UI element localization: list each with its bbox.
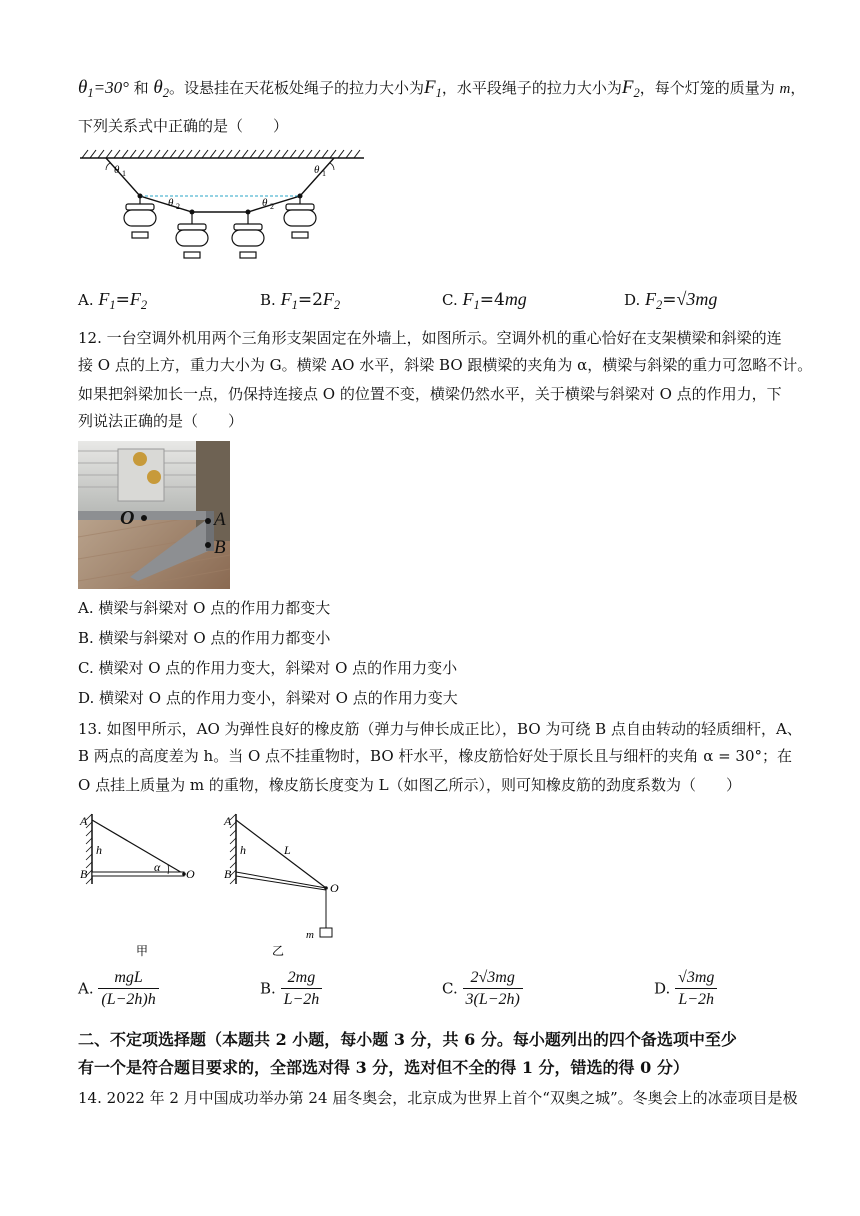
q12-line3: 如果把斜梁加长一点，仍保持连接点 O 的位置不变，横梁仍然水平，关于横梁与斜梁对 O 点的作用力，下 xyxy=(78,385,782,403)
section2-heading-line1: 二、不定项选择题（本题共 2 小题，每小题 3 分，共 6 分。每小题列出的四个备选项中至少 xyxy=(78,1030,737,1049)
f1-symbol: F xyxy=(424,77,436,98)
option-expr: F xyxy=(129,289,141,309)
figure-yi xyxy=(220,808,350,958)
q11-option-d xyxy=(624,289,717,313)
q12-line1: 12. 一台空调外机用两个三角形支架固定在外墙上，如图所示。空调外机的重心恰好在支架横梁和斜梁的连 xyxy=(78,329,782,347)
theta1-symbol: θ xyxy=(78,77,88,98)
q11-text-c: ，每个灯笼的质量为 xyxy=(639,79,780,97)
jia-label-o: O xyxy=(186,867,195,881)
q11-option-a xyxy=(78,289,147,313)
fraction-denominator: L−2h xyxy=(283,991,320,1008)
q13-option-d xyxy=(654,968,717,1011)
option-expr: mg xyxy=(504,289,527,309)
q12-option-a: A. 横梁与斜梁对 O 点的作用力都变大 xyxy=(78,599,331,617)
q12-option-c: C. 横梁对 O 点的作用力变大，斜梁对 O 点的作用力变小 xyxy=(78,659,458,677)
and-text: 和 xyxy=(128,79,154,97)
q13-option-a xyxy=(78,968,159,1011)
option-sub: 2 xyxy=(333,298,341,312)
option-op: =2 xyxy=(297,290,323,310)
fig-theta1-left: θ xyxy=(114,164,120,176)
section2-heading-line2: 有一个是符合题目要求的，全部选对得 3 分，选对但不全的得 1 分，错选的得 0 分） xyxy=(78,1058,689,1077)
q13-line1: 13. 如图甲所示，AO 为弹性良好的橡皮筋（弹力与伸长成正比），BO 为可绕 B 点自由转动的轻质细杆，A、 xyxy=(78,720,802,738)
fraction-numerator: √3mg xyxy=(675,968,717,989)
fig-theta2-right-sub: 2 xyxy=(270,202,274,211)
option-op: = xyxy=(662,290,677,310)
q11-text-a: 。设悬挂在天花板处绳子的拉力大小为 xyxy=(169,79,425,97)
option-expr: √3mg xyxy=(676,289,718,309)
option-expr: F xyxy=(98,289,110,309)
theta1-sub: 1 xyxy=(87,86,94,100)
option-op: = xyxy=(115,290,130,310)
yi-label-a: A xyxy=(224,814,232,828)
option-fraction xyxy=(281,968,323,1011)
option-sub: 1 xyxy=(291,298,298,312)
theta2-sub: 2 xyxy=(162,86,170,100)
photo-label-b: B xyxy=(214,537,226,558)
q12-line4: 列说法正确的是（ ） xyxy=(78,412,244,430)
q13-option-c xyxy=(442,968,523,1011)
fig-theta2-right: θ xyxy=(262,197,268,209)
q13-line3: O 点挂上质量为 m 的重物，橡皮筋长度变为 L（如图乙所示），则可知橡皮筋的劲度系数为（ ） xyxy=(78,776,742,794)
jia-label-b: B xyxy=(80,867,88,881)
photo-label-a: A xyxy=(214,509,226,530)
q12-option-d: D. 横梁对 O 点的作用力变小，斜梁对 O 点的作用力变大 xyxy=(78,689,458,707)
theta1-value: =30° xyxy=(93,78,129,97)
option-sub: 1 xyxy=(473,298,480,312)
q12-option-b: B. 横梁与斜梁对 O 点的作用力都变小 xyxy=(78,629,331,647)
q13-line2: B 两点的高度差为 h。当 O 点不挂重物时，BO 杆水平，橡皮筋恰好处于原长且与细杆的夹角 α = 30°；在 xyxy=(78,747,793,765)
option-fraction xyxy=(98,968,158,1011)
air-conditioner-photo xyxy=(78,441,230,589)
jia-caption: 甲 xyxy=(136,944,149,958)
fig-theta1-right: θ xyxy=(314,164,320,176)
q12-line2: 接 O 点的上方，重力大小为 G。横梁 AO 水平，斜梁 BO 跟横梁的夹角为 α，横梁与斜梁的重力可忽略不计。 xyxy=(78,356,813,374)
option-fraction xyxy=(463,968,523,1011)
q14-line1: 14. 2022 年 2 月中国成功举办第 24 届冬奥会，北京成为世界上首个“双奥之城”。冬奥会上的冰壶项目是极 xyxy=(78,1089,798,1107)
fraction-numerator: 2mg xyxy=(281,968,323,989)
option-sub: 2 xyxy=(656,298,663,312)
fig-theta2-left-sub: 2 xyxy=(176,202,180,211)
jia-label-h: h xyxy=(96,843,102,857)
q11-intro-line1 xyxy=(78,78,805,103)
photo-label-o: O xyxy=(120,507,135,529)
option-expr: F xyxy=(322,289,334,309)
q11-comma: ， xyxy=(790,79,806,97)
option-op: =4 xyxy=(479,290,505,310)
option-sub: 2 xyxy=(140,298,148,312)
option-letter: B. xyxy=(260,979,276,998)
yi-label-m: m xyxy=(306,929,314,941)
q11-option-b xyxy=(260,289,340,313)
fig-theta1-right-sub: 1 xyxy=(322,169,326,178)
yi-label-o: O xyxy=(330,881,339,895)
yi-label-l: L xyxy=(284,843,291,857)
option-letter: C. xyxy=(442,291,458,309)
q13-option-b xyxy=(260,968,322,1011)
option-sub: 1 xyxy=(109,298,116,312)
option-expr: F xyxy=(462,289,474,309)
fig-theta1-left-sub: 1 xyxy=(122,169,126,178)
fraction-numerator: 2√3mg xyxy=(463,968,523,989)
option-expr: F xyxy=(280,289,292,309)
yi-caption: 乙 xyxy=(272,944,285,958)
option-fraction xyxy=(675,968,717,1011)
q11-intro-line2: 下列关系式中正确的是（ ） xyxy=(78,117,289,135)
q11-option-c xyxy=(442,289,527,313)
theta2-symbol: θ xyxy=(153,77,163,98)
f1-sub: 1 xyxy=(435,86,442,100)
f2-sub: 2 xyxy=(633,86,640,100)
mass-symbol: m xyxy=(779,81,791,97)
option-letter: B. xyxy=(260,291,276,309)
yi-label-h: h xyxy=(240,843,246,857)
fraction-numerator: mgL xyxy=(98,968,158,989)
jia-label-alpha: α xyxy=(154,860,161,874)
figure-jia xyxy=(76,808,206,958)
jia-label-a: A xyxy=(80,814,88,828)
option-letter: D. xyxy=(624,291,641,309)
yi-label-b: B xyxy=(224,867,232,881)
fraction-denominator: (L−2h)h xyxy=(101,991,156,1008)
option-letter: C. xyxy=(442,979,458,998)
option-letter: D. xyxy=(654,979,671,998)
fig-theta2-left: θ xyxy=(168,197,174,209)
option-letter: A. xyxy=(78,979,94,998)
option-expr: F xyxy=(645,289,657,309)
q11-text-b: ，水平段绳子的拉力大小为 xyxy=(441,79,622,97)
option-letter: A. xyxy=(78,291,94,309)
fraction-denominator: L−2h xyxy=(678,991,715,1008)
fraction-denominator: 3(L−2h) xyxy=(465,991,520,1008)
lantern-figure xyxy=(76,146,368,266)
f2-symbol: F xyxy=(621,77,634,98)
